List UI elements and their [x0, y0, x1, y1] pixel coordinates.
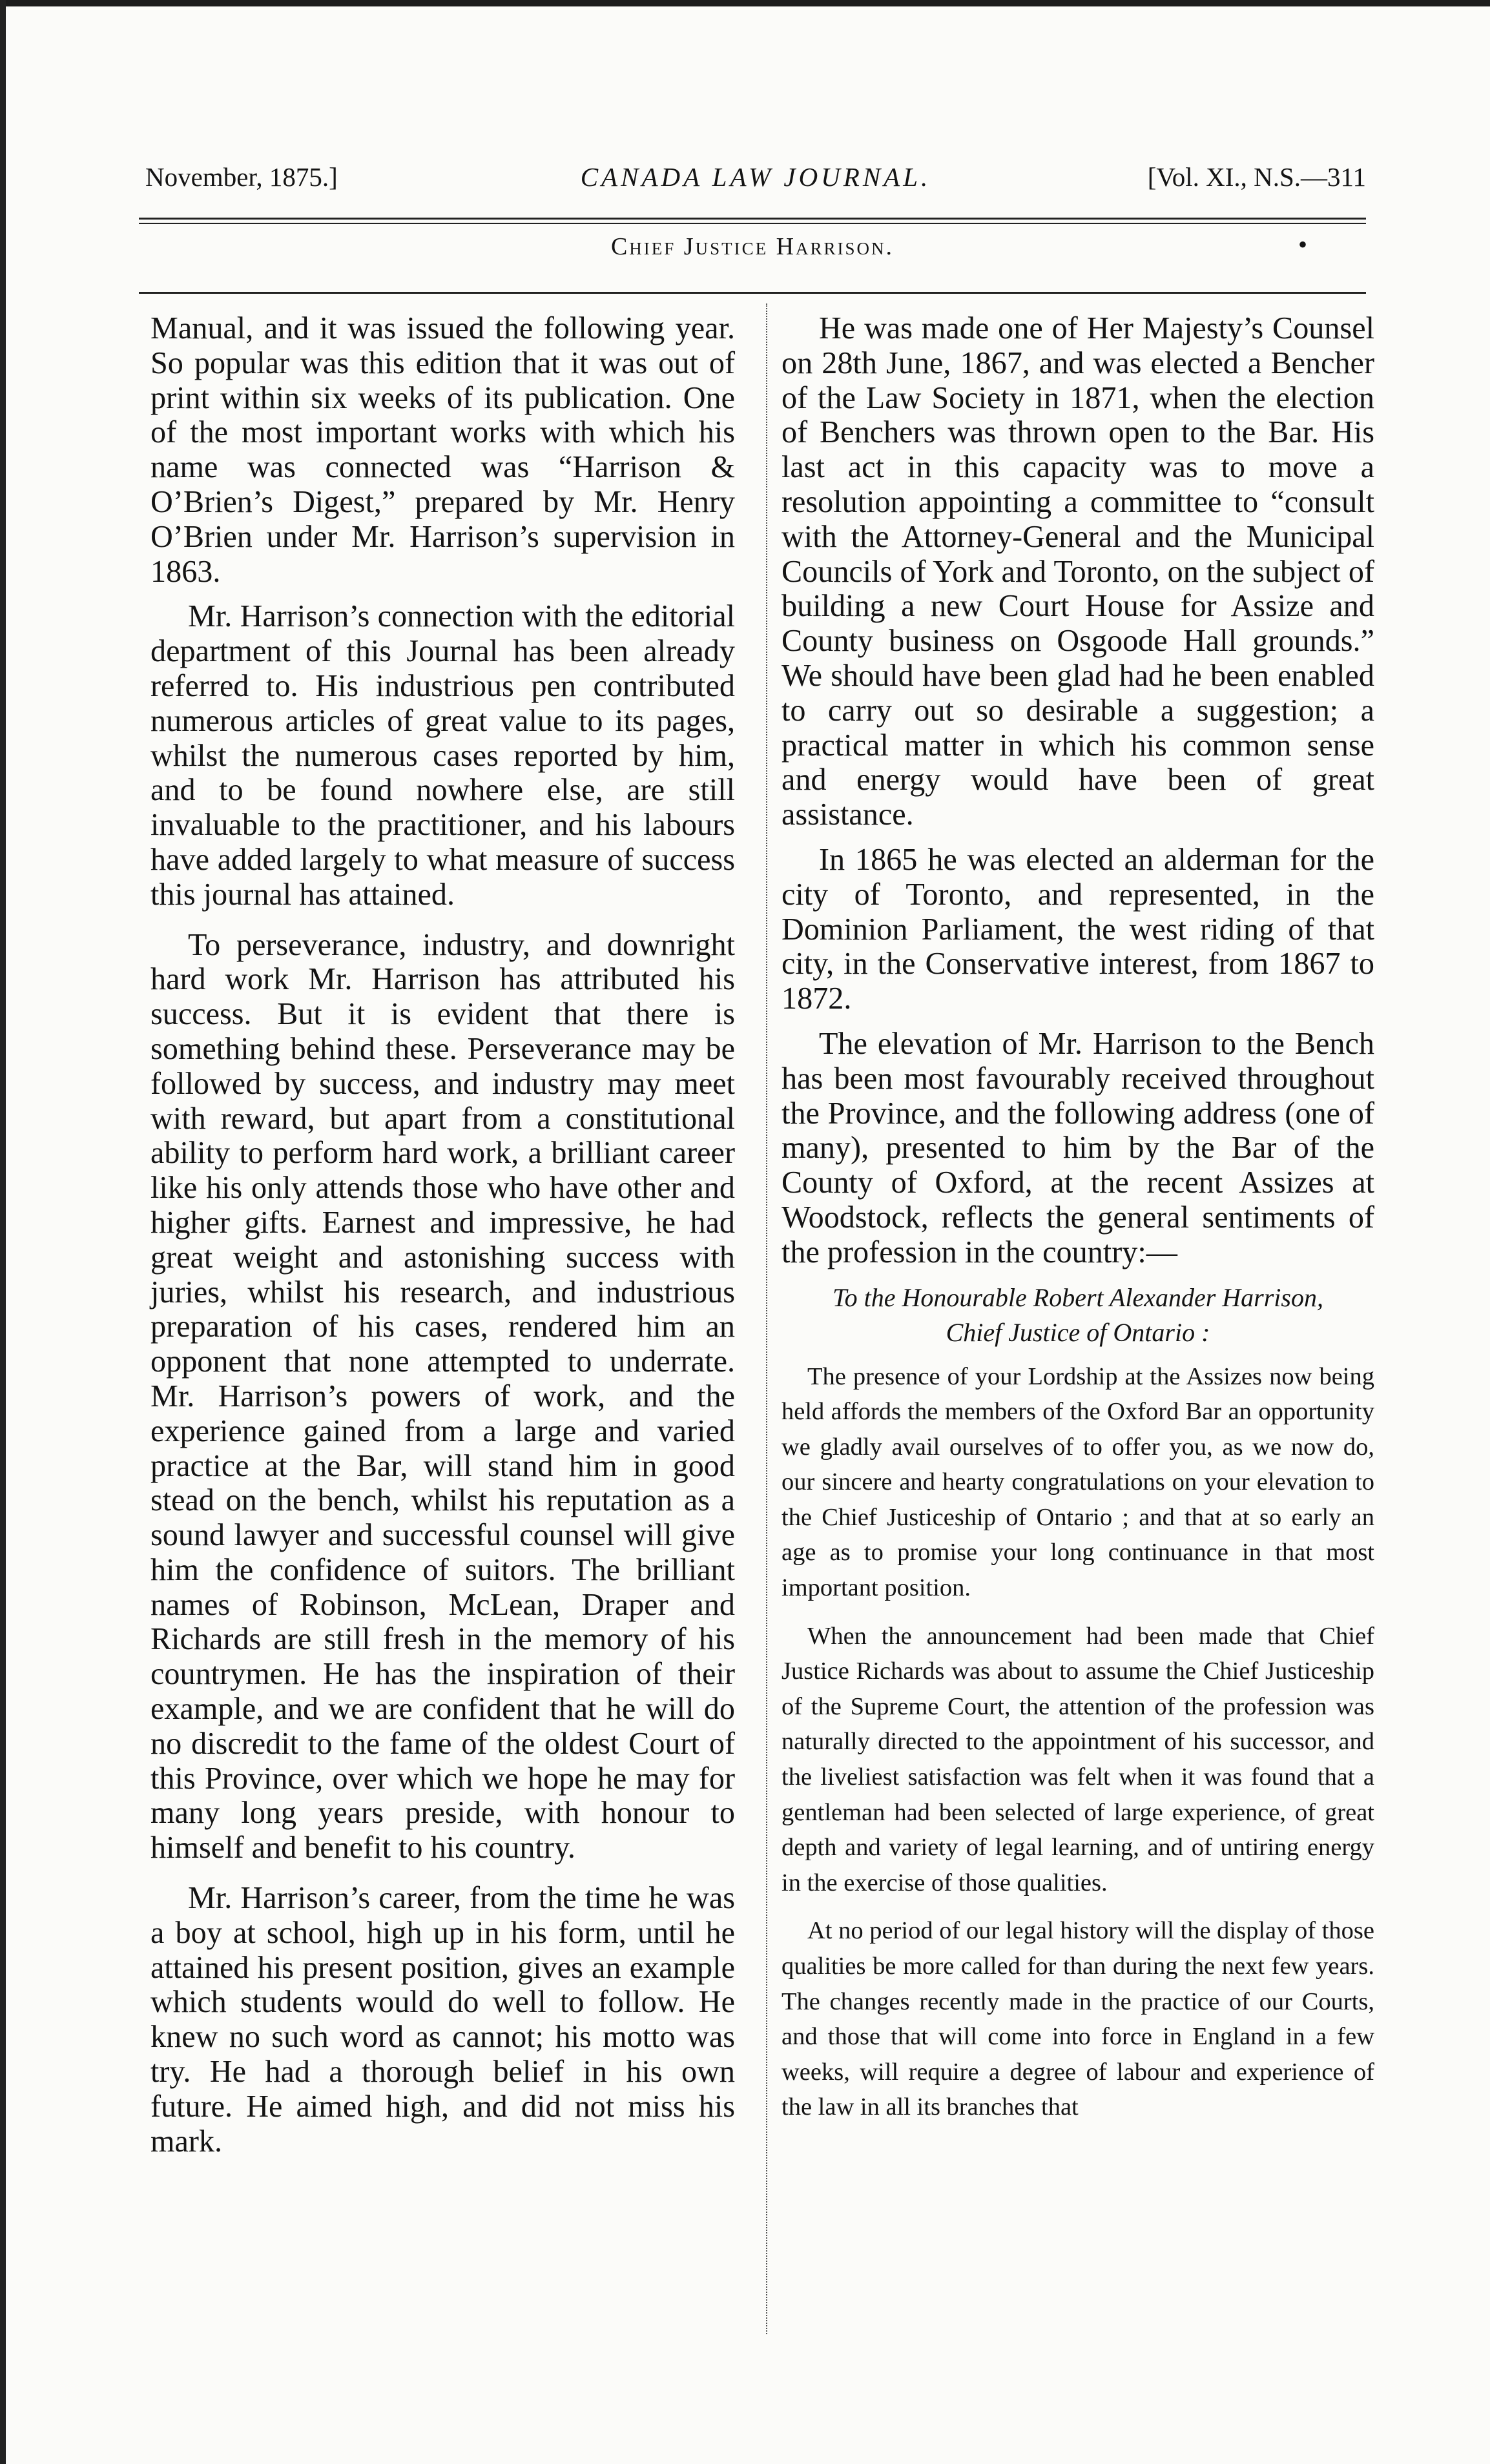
right-column	[781, 311, 1374, 2138]
section-rule	[139, 292, 1366, 294]
address-heading-line: To the Honourable Robert Alexander Harrison,	[833, 1282, 1323, 1312]
section-title: Chief Justice Harrison.	[610, 233, 895, 260]
header-volume: [Vol. XI., N.S.—311	[1147, 162, 1366, 192]
address-heading-line: Chief Justice of Ontario :	[946, 1317, 1210, 1347]
paragraph: Mr. Harrison’s connection with the editorial department of this Journal has been already referred to. His industrious pen contributed numerous articles of great value to its pages, whilst the numerous cases reported by him, and to be found nowhere else, are still invaluable to the practitioner, and his labours have added largely to what measure of success this journal has attained.	[150, 599, 735, 912]
paragraph: To perseverance, industry, and downright hard work Mr. Harrison has attributed his success. But it is evident that there is something behind these. Perseverance may be followed by success, and industry may meet with reward, but apart from a constitutional ability to perform hard work, a brilliant career like his only attends those who have other and higher gifts. Earnest and impressive, he had great weight and astonishing success with juries, whilst his research, and industrious preparation of his cases, rendered him an opponent that none attempted to underrate. Mr. Harrison’s powers of work, and the experience gained from a large and varied practice at the Bar, will stand him in good stead on the bench, whilst his reputation as a sound lawyer and successful counsel will give him the confidence of suitors. The brilliant names of Robinson, McLean, Draper and Richards are still fresh in the memory of his countrymen. He has the inspiration of their example, and we are confident that he will do no discredit to the fame of the oldest Court of this Province, over which we hope he may for many long years preside, with honour to himself and benefit to his country.	[150, 927, 735, 1865]
header-date: November, 1875.]	[145, 162, 338, 192]
header-rule-upper	[139, 218, 1366, 220]
running-header	[145, 161, 1366, 207]
paragraph: Mr. Harrison’s career, from the time he was a boy at school, high up in his form, until he attained his present position, gives an example which students would do well to follow. He knew no such word as cannot; his motto was try. He had a thorough belief in his own future. He aimed high, and did not miss his mark.	[150, 1881, 735, 2159]
address-paragraph: When the announcement had been made that Chief Justice Richards was about to assume the Chief Justiceship of the Supreme Court, the attention of the profession was naturally directed to the appointment of his successor, and the liveliest satisfaction was felt when it was found that a gentleman had been selected of large experience, of great depth and variety of legal learning, and of untiring energy in the exercise of those qualities.	[781, 1622, 1374, 1896]
address-paragraph: At no period of our legal history will the display of those qualities be more called for than during the next few years. The changes recently made in the practice of our Courts, and those that will come into force in England in a few weeks, will require a degree of labour and experience of the law in all its branches that	[781, 1917, 1374, 2121]
paragraph: Manual, and it was issued the following year. So popular was this edition that it was out of print within six weeks of its publication. One of the most important works with which his name was connected was “Harrison & O’Brien’s Digest,” prepared by Mr. Henry O’Brien under Mr. Harrison’s supervision in 1863.	[150, 311, 735, 589]
page-edge-top	[0, 0, 1490, 6]
paragraph: He was made one of Her Majesty’s Counsel on 28th June, 1867, and was elected a Bencher of the Law Society in 1871, when the election of Benchers was thrown open to the Bar. His last act in this capacity was to move a resolution appointing a committee to “consult with the Attorney-General and the Municipal Councils of York and Toronto, on the subject of building a new Court House for Assize and County business on Osgoode Hall grounds.” We should have been glad had he been enabled to carry out so desirable a suggestion; a practical matter in which his common sense and energy would have been of great assistance.	[781, 311, 1374, 832]
address-heading	[781, 1280, 1374, 1350]
address-paragraph: The presence of your Lordship at the Assizes now being held affords the members of the Oxford Bar an opportunity we gladly avail ourselves of to offer you, as we now do, our sincere and hearty congratulations on your elevation to the Chief Justiceship of Ontario ; and that at so early an age as to promise your long continuance in that most important position.	[781, 1362, 1374, 1602]
paragraph: The elevation of Mr. Harrison to the Bench has been most favourably received throughout the Province, and the following address (one of many), presented to him by the Bar of the County of Oxford, at the recent Assizes at Woodstock, reflects the general sentiments of the profession in the country:—	[781, 1026, 1374, 1269]
address-block	[781, 1280, 1374, 2125]
header-rule-lower	[139, 223, 1366, 224]
page-edge-left	[0, 0, 6, 2464]
paragraph: In 1865 he was elected an alderman for the city of Toronto, and represented, in the Dominion Parliament, the west riding of that city, in the Conservative interest, from 1867 to 1872.	[781, 842, 1374, 1016]
column-divider	[766, 303, 767, 2334]
left-column	[150, 311, 735, 2169]
header-journal-title: CANADA LAW JOURNAL.	[580, 162, 931, 192]
printer-mark: •	[1298, 230, 1308, 259]
